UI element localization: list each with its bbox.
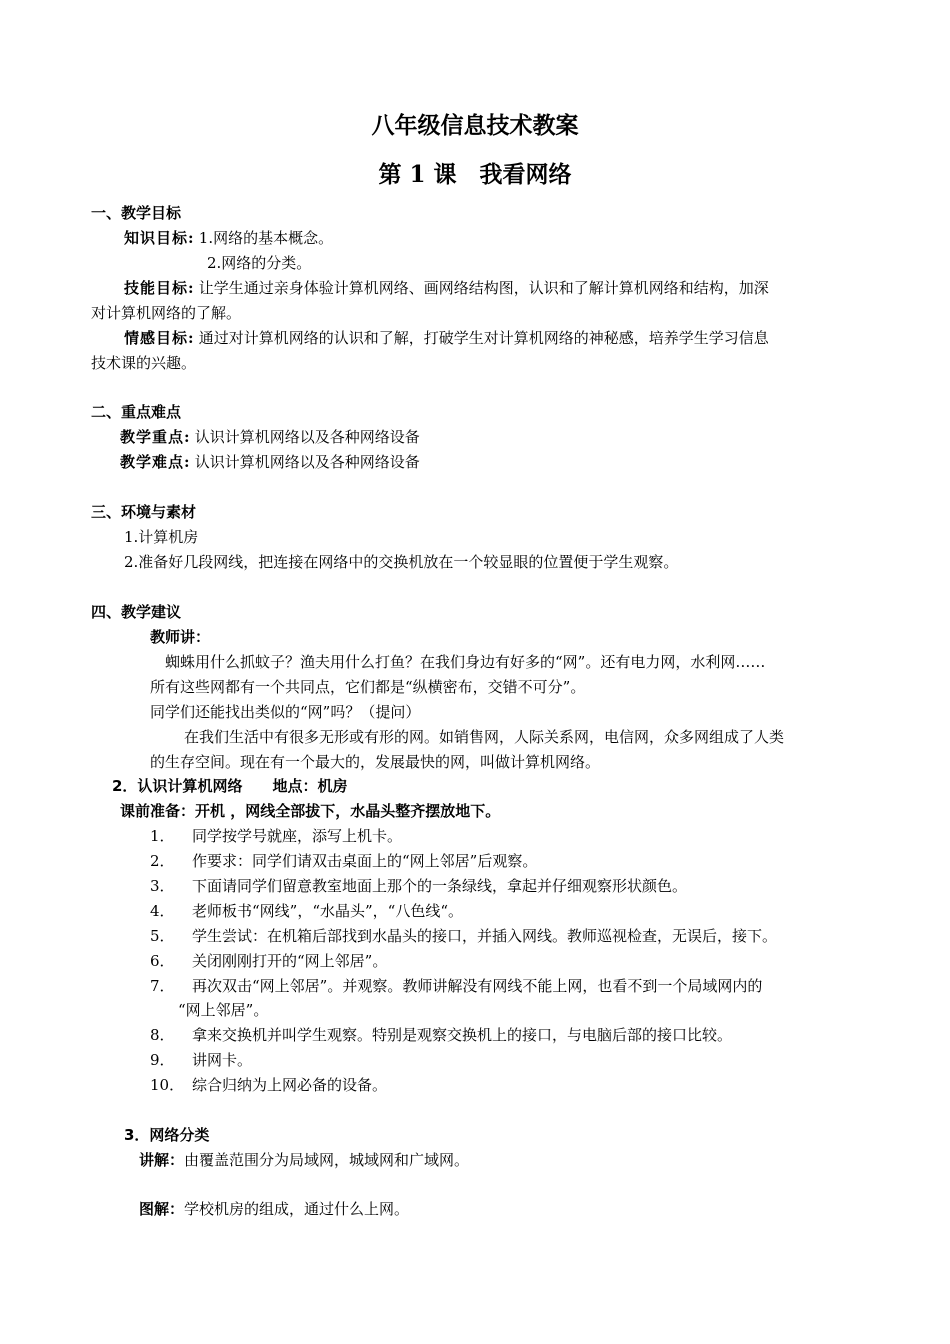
section-heading-environment: 三、环境与素材 (91, 503, 197, 521)
step-item: 6． 关闭刚刚打开的“网上邻居”。 (150, 952, 388, 970)
step-item: 10． 综合归纳为上网必备的设备。 (150, 1076, 388, 1094)
skill-objective-text: 让学生通过亲身体验计算机网络、画网络结构图，认识和了解计算机网络和结构，加深 (198, 279, 769, 297)
step-item: 8． 拿来交换机并叫学生观察。特别是观察交换机上的接口，与电脑后部的接口比较。 (150, 1026, 733, 1044)
class-preparation: 课前准备：开机 ，网线全部拔下，水晶头整齐摆放地下。 (120, 802, 501, 820)
emotion-objective-row: 情感目标: 通过对计算机网络的认识和了解，打破学生对计算机网络的神秘感，培养学生学习信息 (124, 329, 769, 347)
teaching-key-point-label: 教学重点 (120, 428, 185, 446)
step-item-cont: “网上邻居”。 (178, 1001, 269, 1019)
emotion-objective-text-cont: 技术课的兴趣。 (91, 354, 197, 372)
knowledge-objective-label: 知识目标 (124, 229, 189, 247)
skill-objective-text-cont: 对计算机网络的了解。 (91, 304, 242, 322)
section-heading-suggestions: 四、教学建议 (91, 603, 182, 621)
knowledge-item: 1.网络的基本概念。 (198, 229, 334, 247)
step-item: 1． 同学按学号就座，添写上机卡。 (150, 827, 403, 845)
step-item: 7． 再次双击“网上邻居”。并观察。教师讲解没有网线不能上网，也看不到一个局域网内的 (150, 977, 763, 995)
diagram-text: 学校机房的组成，通过什么上网。 (184, 1200, 410, 1218)
teacher-paragraph-cont: 所有这些网都有一个共同点，它们都是“纵横密布，交错不可分”。 (150, 678, 586, 696)
step-item: 3． 下面请同学们留意教室地面上那个的一条绿线，拿起并仔细观察形状颜色。 (150, 877, 688, 895)
subsection-heading-classification: 3．网络分类 (124, 1126, 210, 1144)
teacher-paragraph: 在我们生活中有很多无形或有形的网。如销售网，人际关系网，电信网，众多网组成了人类 (184, 728, 785, 746)
teaching-difficulty-row: 教学难点: 认识计算机网络以及各种网络设备 (120, 453, 420, 471)
lecture-row (139, 1150, 469, 1170)
section-heading-objectives: 一、教学目标 (91, 204, 182, 222)
diagram-label: 图解： (139, 1200, 185, 1218)
step-item: 4． 老师板书“网线”，“水晶头”，“八色线“。 (150, 902, 464, 920)
teaching-key-point-row: 教学重点: 认识计算机网络以及各种网络设备 (120, 428, 420, 446)
emotion-objective-text: 通过对计算机网络的认识和了解，打破学生对计算机网络的神秘感，培养学生学习信息 (198, 329, 769, 347)
diagram-row (139, 1199, 409, 1219)
lecture-text: 由覆盖范围分为局域网，城域网和广域网。 (184, 1151, 470, 1169)
teaching-key-point-text: 认识计算机网络以及各种网络设备 (194, 428, 420, 446)
knowledge-item: 2.网络的分类。 (207, 254, 312, 272)
teacher-question: 同学们还能找出类似的“网”吗？（提问） (150, 703, 421, 721)
environment-item: 2.准备好几段网线，把连接在网络中的交换机放在一个较显眼的位置便于学生观察。 (124, 553, 679, 571)
environment-item: 1.计算机房 (124, 528, 199, 546)
teacher-paragraph: 蜘蛛用什么抓蚊子？渔夫用什么打鱼？在我们身边有好多的“网”。还有电力网，水利网…… (165, 653, 766, 671)
lecture-label: 讲解： (139, 1151, 185, 1169)
teacher-paragraph-cont: 的生存空间。现在有一个最大的，发展最快的网，叫做计算机网络。 (150, 753, 601, 771)
teaching-difficulty-text: 认识计算机网络以及各种网络设备 (194, 453, 420, 471)
lesson-title: 第 1 课 我看网络 (378, 161, 572, 188)
section-heading-key-points: 二、重点难点 (91, 403, 182, 421)
emotion-objective-label: 情感目标 (124, 329, 189, 347)
step-item: 2． 作要求：同学们请双击桌面上的“网上邻居”后观察。 (150, 852, 538, 870)
teacher-says-label: 教师讲： (150, 628, 211, 646)
teaching-difficulty-label: 教学难点 (120, 453, 185, 471)
knowledge-objective-row: 知识目标: 1.网络的基本概念。 (124, 229, 334, 247)
step-item: 5． 学生尝试：在机箱后部找到水晶头的接口，并插入网线。教师巡视检查，无误后，接下。 (150, 927, 778, 945)
document-title: 八年级信息技术教案 (371, 112, 579, 139)
step-item: 9． 讲网卡。 (150, 1051, 253, 1069)
subsection-heading-network: 2．认识计算机网络 地点：机房 (112, 777, 348, 795)
skill-objective-row: 技能目标: 让学生通过亲身体验计算机网络、画网络结构图，认识和了解计算机网络和结构，加深 (124, 279, 769, 297)
skill-objective-label: 技能目标 (124, 279, 189, 297)
